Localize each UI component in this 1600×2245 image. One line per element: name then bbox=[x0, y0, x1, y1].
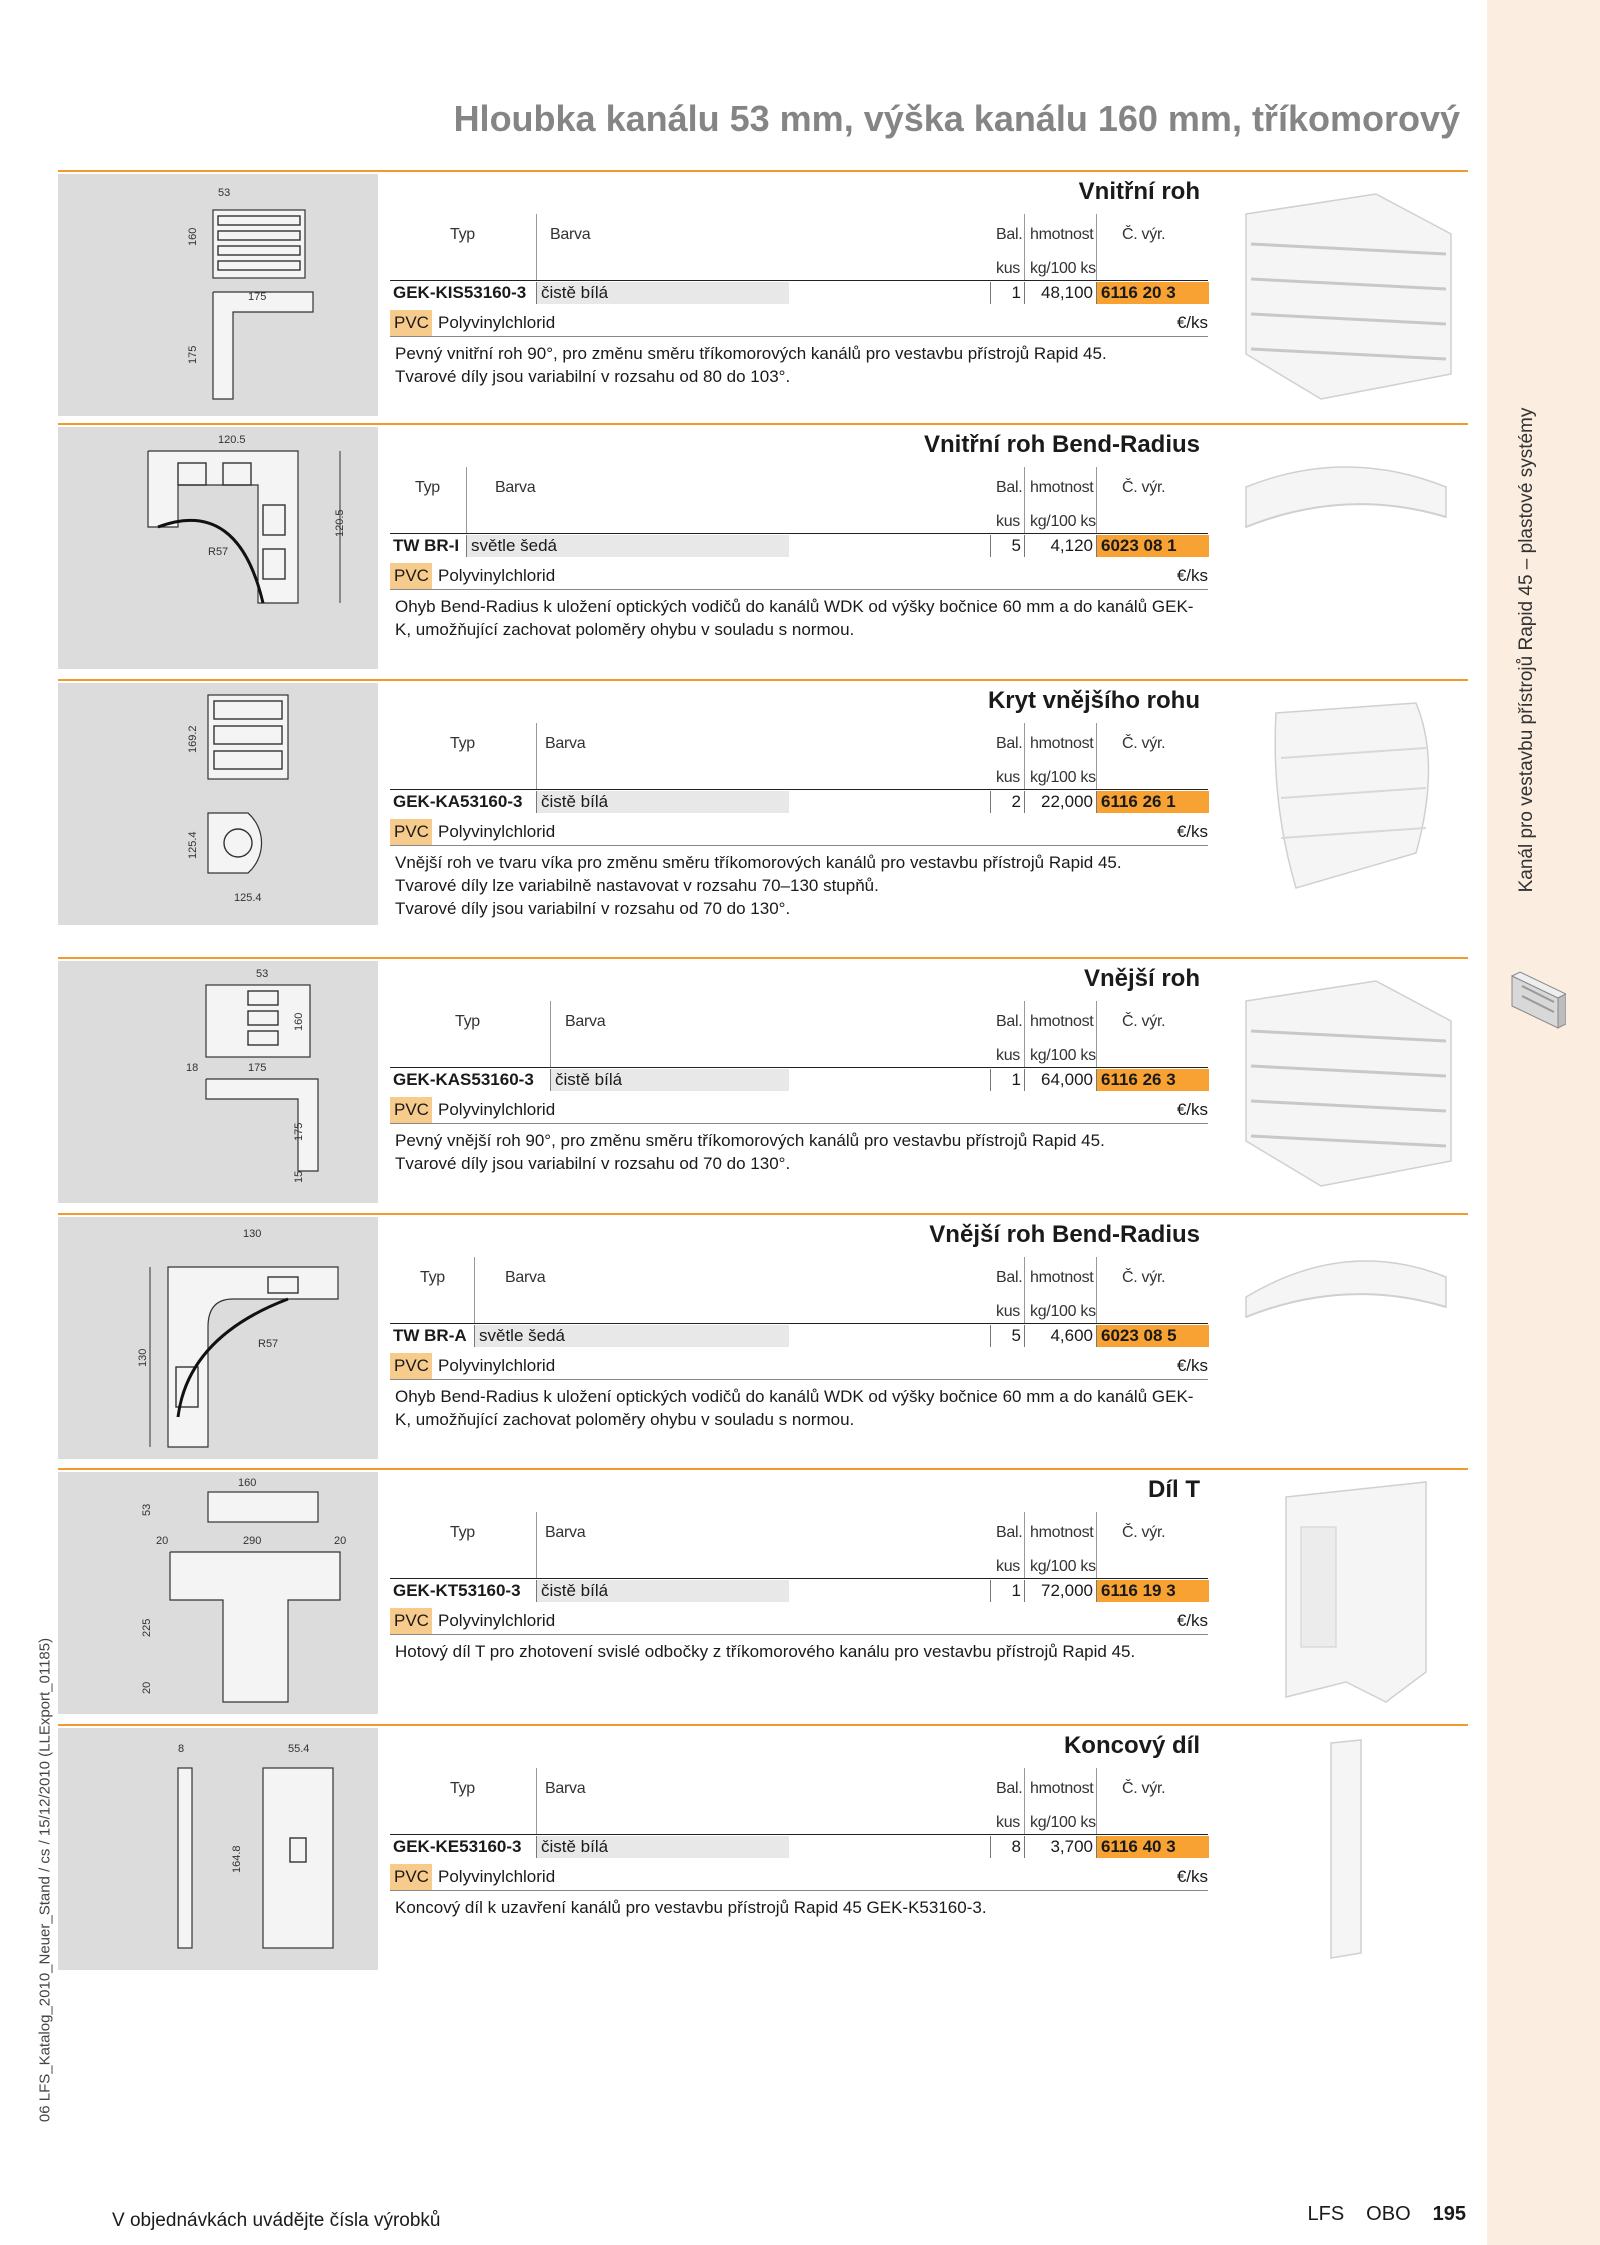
dimension-label: 20 bbox=[156, 1535, 169, 1547]
header-hmotnost: hmotnost bbox=[1030, 1269, 1094, 1286]
description-line: Hotový díl T pro zhotovení svislé odbočky z tříkomorového kanálu pro vestavbu přístrojů Rapid 45. bbox=[395, 1642, 1136, 1661]
table-header bbox=[390, 723, 1208, 790]
weight: 3,700 bbox=[1024, 1836, 1095, 1858]
package-qty: 1 bbox=[990, 282, 1023, 304]
dimension-label: 175 bbox=[187, 345, 199, 364]
price-unit: €/ks bbox=[1176, 313, 1208, 332]
table-row bbox=[390, 282, 1208, 304]
product-name: Díl T bbox=[1148, 1476, 1200, 1503]
section-divider bbox=[58, 1724, 1468, 1726]
article-number: 6116 26 1 bbox=[1096, 791, 1209, 813]
column-divider bbox=[1096, 723, 1097, 789]
column-divider bbox=[1096, 467, 1097, 533]
product-name: Vnitřní roh bbox=[1078, 178, 1200, 205]
dimension-label: 164.8 bbox=[231, 1845, 243, 1873]
material-tag: PVC bbox=[390, 310, 432, 336]
table-header bbox=[390, 1768, 1208, 1835]
page-number: 195 bbox=[1432, 2203, 1466, 2225]
product-code: GEK-KA53160-3 bbox=[393, 792, 523, 811]
product-code: GEK-KE53160-3 bbox=[393, 1837, 522, 1856]
material-name: Polyvinylchlorid bbox=[438, 1100, 556, 1119]
dimension-label: R57 bbox=[258, 1338, 279, 1350]
header-cvyr: Č. výr. bbox=[1122, 479, 1166, 496]
article-number: 6116 19 3 bbox=[1096, 1580, 1209, 1602]
side-title: Kanál pro vestavbu přístrojů Rapid 45 – plastové systémy bbox=[1516, 407, 1537, 893]
header-barva: Barva bbox=[505, 1269, 546, 1286]
dimension-label: 130 bbox=[137, 1348, 149, 1367]
price-unit: €/ks bbox=[1176, 1100, 1208, 1119]
product-description bbox=[395, 342, 1200, 388]
footer-note: V objednávkách uvádějte čísla výrobků bbox=[112, 2210, 441, 2231]
column-divider bbox=[536, 1768, 537, 1834]
header-typ: Typ bbox=[455, 1013, 480, 1030]
header-kg: kg/100 ks bbox=[1030, 1303, 1096, 1320]
side-band bbox=[1487, 0, 1600, 2245]
material-name: Polyvinylchlorid bbox=[438, 313, 556, 332]
description-line: Koncový díl k uzavření kanálů pro vestavbu přístrojů Rapid 45 GEK-K53160-3. bbox=[395, 1898, 987, 1917]
material-row bbox=[390, 1353, 1208, 1380]
product-code: GEK-KT53160-3 bbox=[393, 1581, 521, 1600]
weight: 22,000 bbox=[1024, 791, 1095, 813]
description-line: Ohyb Bend-Radius k uložení optických vodičů do kanálů WDK od výšky bočnice 60 mm a do kanálů GEK-K, umožňující zachovat poloměry ohybu v souladu s normou. bbox=[395, 597, 1194, 639]
header-typ: Typ bbox=[450, 735, 475, 752]
dimension-label: 160 bbox=[293, 1012, 305, 1031]
material-name: Polyvinylchlorid bbox=[438, 1356, 556, 1375]
product-code: TW BR-A bbox=[393, 1326, 467, 1345]
dimension-label: 225 bbox=[141, 1618, 153, 1637]
article-number: 6023 08 1 bbox=[1096, 535, 1209, 557]
header-bal: Bal. bbox=[996, 1780, 1023, 1797]
product-code: TW BR-I bbox=[393, 536, 460, 555]
dimension-label: 160 bbox=[187, 227, 199, 246]
table-header bbox=[390, 1257, 1208, 1324]
product-name: Vnitřní roh Bend-Radius bbox=[924, 431, 1200, 458]
column-divider bbox=[536, 214, 537, 280]
column-divider bbox=[466, 467, 467, 533]
footer-brand bbox=[1285, 2203, 1466, 2226]
table-header bbox=[390, 1001, 1208, 1068]
table-header bbox=[390, 214, 1208, 281]
product-code: GEK-KIS53160-3 bbox=[393, 283, 527, 302]
article-number: 6116 20 3 bbox=[1096, 282, 1209, 304]
product-photo bbox=[1226, 683, 1468, 925]
product-description bbox=[395, 595, 1200, 641]
header-kus: kus bbox=[996, 1303, 1020, 1320]
header-bal: Bal. bbox=[996, 479, 1023, 496]
header-bal: Bal. bbox=[996, 1269, 1023, 1286]
weight: 4,120 bbox=[1024, 535, 1095, 557]
description-line: Pevný vnitřní roh 90°, pro změnu směru tříkomorových kanálů pro vestavbu přístrojů Rapid 45. bbox=[395, 344, 1107, 363]
material-row bbox=[390, 1097, 1208, 1124]
material-row bbox=[390, 563, 1208, 590]
header-cvyr: Č. výr. bbox=[1122, 1780, 1166, 1797]
header-typ: Typ bbox=[450, 226, 475, 243]
header-barva: Barva bbox=[565, 1013, 606, 1030]
material-row bbox=[390, 1608, 1208, 1635]
description-line: Vnější roh ve tvaru víka pro změnu směru tříkomorových kanálů pro vestavbu přístrojů Rapid 45. bbox=[395, 853, 1122, 872]
package-qty: 8 bbox=[990, 1836, 1023, 1858]
footer-lfs: LFS bbox=[1307, 2203, 1345, 2225]
product-color: čistě bílá bbox=[536, 1580, 789, 1602]
header-kg: kg/100 ks bbox=[1030, 1814, 1096, 1831]
header-cvyr: Č. výr. bbox=[1122, 735, 1166, 752]
material-row bbox=[390, 310, 1208, 337]
table-header bbox=[390, 467, 1208, 534]
header-kg: kg/100 ks bbox=[1030, 513, 1096, 530]
description-line: Tvarové díly lze variabilně nastavovat v rozsahu 70–130 stupňů. bbox=[395, 876, 879, 895]
price-unit: €/ks bbox=[1176, 566, 1208, 585]
table-row bbox=[390, 1580, 1208, 1602]
weight: 64,000 bbox=[1024, 1069, 1095, 1091]
product-color: čistě bílá bbox=[536, 791, 789, 813]
material-tag: PVC bbox=[390, 1608, 432, 1634]
channel-rail-icon bbox=[1508, 968, 1566, 1034]
column-divider bbox=[1096, 1001, 1097, 1067]
product-photo bbox=[1226, 174, 1468, 416]
column-divider bbox=[536, 1512, 537, 1578]
material-name: Polyvinylchlorid bbox=[438, 1867, 556, 1886]
description-line: Tvarové díly jsou variabilní v rozsahu od 80 do 103°. bbox=[395, 367, 791, 386]
header-cvyr: Č. výr. bbox=[1122, 226, 1166, 243]
header-barva: Barva bbox=[550, 226, 591, 243]
technical-drawing bbox=[58, 961, 378, 1203]
header-typ: Typ bbox=[420, 1269, 445, 1286]
dimension-label: 175 bbox=[293, 1122, 305, 1141]
header-kg: kg/100 ks bbox=[1030, 769, 1096, 786]
technical-drawing bbox=[58, 1472, 378, 1714]
table-row bbox=[390, 535, 1208, 557]
dimension-label: 120.5 bbox=[334, 509, 346, 537]
header-hmotnost: hmotnost bbox=[1030, 735, 1094, 752]
dimension-label: 18 bbox=[186, 1062, 199, 1074]
header-bal: Bal. bbox=[996, 1524, 1023, 1541]
product-photo bbox=[1226, 427, 1468, 669]
material-tag: PVC bbox=[390, 1353, 432, 1379]
dimension-label: 53 bbox=[256, 968, 269, 980]
dimension-label: 290 bbox=[243, 1535, 262, 1547]
description-line: Tvarové díly jsou variabilní v rozsahu od 70 do 130°. bbox=[395, 1154, 791, 1173]
page-title: Hloubka kanálu 53 mm, výška kanálu 160 mm, tříkomorový bbox=[453, 98, 1460, 139]
header-kus: kus bbox=[996, 260, 1020, 277]
section-divider bbox=[58, 423, 1468, 425]
dimension-label: 53 bbox=[218, 187, 231, 199]
column-divider bbox=[1024, 1768, 1025, 1834]
product-color: čistě bílá bbox=[536, 282, 789, 304]
table-row bbox=[390, 1325, 1208, 1347]
dimension-label: 53 bbox=[141, 1503, 153, 1516]
package-qty: 1 bbox=[990, 1069, 1023, 1091]
header-cvyr: Č. výr. bbox=[1122, 1013, 1166, 1030]
header-bal: Bal. bbox=[996, 735, 1023, 752]
product-description bbox=[395, 1129, 1200, 1175]
table-row bbox=[390, 1836, 1208, 1858]
header-typ: Typ bbox=[450, 1524, 475, 1541]
table-row bbox=[390, 791, 1208, 813]
technical-drawing bbox=[58, 427, 378, 669]
dimension-label: 55.4 bbox=[288, 1743, 310, 1755]
product-color: čistě bílá bbox=[536, 1836, 789, 1858]
weight: 4,600 bbox=[1024, 1325, 1095, 1347]
material-tag: PVC bbox=[390, 819, 432, 845]
header-kg: kg/100 ks bbox=[1030, 1558, 1096, 1575]
package-qty: 2 bbox=[990, 791, 1023, 813]
section-divider bbox=[58, 1213, 1468, 1215]
column-divider bbox=[1096, 214, 1097, 280]
product-name: Vnější roh bbox=[1083, 965, 1200, 992]
header-barva: Barva bbox=[545, 735, 586, 752]
column-divider bbox=[1024, 214, 1025, 280]
header-kus: kus bbox=[996, 1814, 1020, 1831]
column-divider bbox=[1024, 723, 1025, 789]
product-color: světle šedá bbox=[474, 1325, 789, 1347]
article-number: 6116 26 3 bbox=[1096, 1069, 1209, 1091]
header-kg: kg/100 ks bbox=[1030, 260, 1096, 277]
price-unit: €/ks bbox=[1176, 1867, 1208, 1886]
column-divider bbox=[550, 1001, 551, 1067]
section-divider bbox=[58, 957, 1468, 959]
product-name: Koncový díl bbox=[1063, 1732, 1200, 1759]
article-number: 6023 08 5 bbox=[1096, 1325, 1209, 1347]
column-divider bbox=[1024, 1001, 1025, 1067]
dimension-label: 125.4 bbox=[187, 831, 199, 859]
technical-drawing bbox=[58, 1728, 378, 1970]
footer-obo: OBO bbox=[1366, 2203, 1411, 2225]
column-divider bbox=[1096, 1257, 1097, 1323]
product-name: Vnější roh Bend-Radius bbox=[929, 1221, 1200, 1248]
dimension-label: 20 bbox=[141, 1681, 153, 1694]
dimension-label: 175 bbox=[248, 291, 267, 303]
header-barva: Barva bbox=[545, 1780, 586, 1797]
material-name: Polyvinylchlorid bbox=[438, 1611, 556, 1630]
material-name: Polyvinylchlorid bbox=[438, 566, 556, 585]
product-photo bbox=[1226, 1728, 1468, 1970]
technical-drawing bbox=[58, 174, 378, 416]
material-name: Polyvinylchlorid bbox=[438, 822, 556, 841]
column-divider bbox=[1024, 1257, 1025, 1323]
description-line: Tvarové díly jsou variabilní v rozsahu od 70 do 130°. bbox=[395, 899, 791, 918]
column-divider bbox=[1024, 1512, 1025, 1578]
header-hmotnost: hmotnost bbox=[1030, 1524, 1094, 1541]
dimension-label: 175 bbox=[248, 1062, 267, 1074]
column-divider bbox=[536, 723, 537, 789]
price-unit: €/ks bbox=[1176, 822, 1208, 841]
header-typ: Typ bbox=[415, 479, 440, 496]
header-kus: kus bbox=[996, 1047, 1020, 1064]
article-number: 6116 40 3 bbox=[1096, 1836, 1209, 1858]
material-row bbox=[390, 1864, 1208, 1891]
dimension-label: 120.5 bbox=[218, 434, 246, 446]
product-description bbox=[395, 1385, 1200, 1431]
material-tag: PVC bbox=[390, 1864, 432, 1890]
dimension-label: 160 bbox=[238, 1477, 257, 1489]
header-hmotnost: hmotnost bbox=[1030, 479, 1094, 496]
product-color: světle šedá bbox=[466, 535, 789, 557]
header-cvyr: Č. výr. bbox=[1122, 1269, 1166, 1286]
dimension-label: 169.2 bbox=[187, 725, 199, 753]
section-divider bbox=[58, 679, 1468, 681]
dimension-label: R57 bbox=[208, 546, 229, 558]
technical-drawing bbox=[58, 683, 378, 925]
product-description bbox=[395, 1640, 1200, 1663]
dimension-label: 20 bbox=[334, 1535, 347, 1547]
product-code: GEK-KAS53160-3 bbox=[393, 1070, 534, 1089]
header-cvyr: Č. výr. bbox=[1122, 1524, 1166, 1541]
weight: 72,000 bbox=[1024, 1580, 1095, 1602]
header-barva: Barva bbox=[545, 1524, 586, 1541]
product-description bbox=[395, 1896, 1200, 1919]
column-divider bbox=[1024, 467, 1025, 533]
section-divider bbox=[58, 1468, 1468, 1470]
package-qty: 5 bbox=[990, 535, 1023, 557]
header-hmotnost: hmotnost bbox=[1030, 226, 1094, 243]
header-bal: Bal. bbox=[996, 226, 1023, 243]
dimension-label: 125.4 bbox=[234, 892, 262, 904]
description-line: Ohyb Bend-Radius k uložení optických vodičů do kanálů WDK od výšky bočnice 60 mm a do kanálů GEK-K, umožňující zachovat poloměry ohybu v souladu s normou. bbox=[395, 1387, 1194, 1429]
package-qty: 1 bbox=[990, 1580, 1023, 1602]
product-photo bbox=[1226, 1472, 1468, 1714]
package-qty: 5 bbox=[990, 1325, 1023, 1347]
header-kus: kus bbox=[996, 1558, 1020, 1575]
table-row bbox=[390, 1069, 1208, 1091]
technical-drawing bbox=[58, 1217, 378, 1459]
description-line: Pevný vnější roh 90°, pro změnu směru tříkomorových kanálů pro vestavbu přístrojů Rapid 45. bbox=[395, 1131, 1105, 1150]
column-divider bbox=[474, 1257, 475, 1323]
product-description bbox=[395, 851, 1200, 920]
product-photo bbox=[1226, 1217, 1468, 1459]
header-bal: Bal. bbox=[996, 1013, 1023, 1030]
header-barva: Barva bbox=[495, 479, 536, 496]
dimension-label: 8 bbox=[178, 1743, 185, 1755]
dimension-label: 130 bbox=[243, 1228, 262, 1240]
table-header bbox=[390, 1512, 1208, 1579]
file-reference: 06 LFS_Katalog_2010_Neuer_Stand / cs / 15/12/2010 (LLExport_01185) bbox=[36, 1637, 54, 2123]
header-kus: kus bbox=[996, 513, 1020, 530]
weight: 48,100 bbox=[1024, 282, 1095, 304]
product-photo bbox=[1226, 961, 1468, 1203]
header-hmotnost: hmotnost bbox=[1030, 1780, 1094, 1797]
material-row bbox=[390, 819, 1208, 846]
price-unit: €/ks bbox=[1176, 1611, 1208, 1630]
column-divider bbox=[1096, 1512, 1097, 1578]
product-color: čistě bílá bbox=[550, 1069, 789, 1091]
header-kus: kus bbox=[996, 769, 1020, 786]
section-divider bbox=[58, 170, 1468, 172]
dimension-label: 15 bbox=[293, 1170, 305, 1183]
product-name: Kryt vnějšího rohu bbox=[987, 687, 1200, 714]
price-unit: €/ks bbox=[1176, 1356, 1208, 1375]
material-tag: PVC bbox=[390, 1097, 432, 1123]
header-typ: Typ bbox=[450, 1780, 475, 1797]
material-tag: PVC bbox=[390, 563, 432, 589]
header-hmotnost: hmotnost bbox=[1030, 1013, 1094, 1030]
header-kg: kg/100 ks bbox=[1030, 1047, 1096, 1064]
column-divider bbox=[1096, 1768, 1097, 1834]
